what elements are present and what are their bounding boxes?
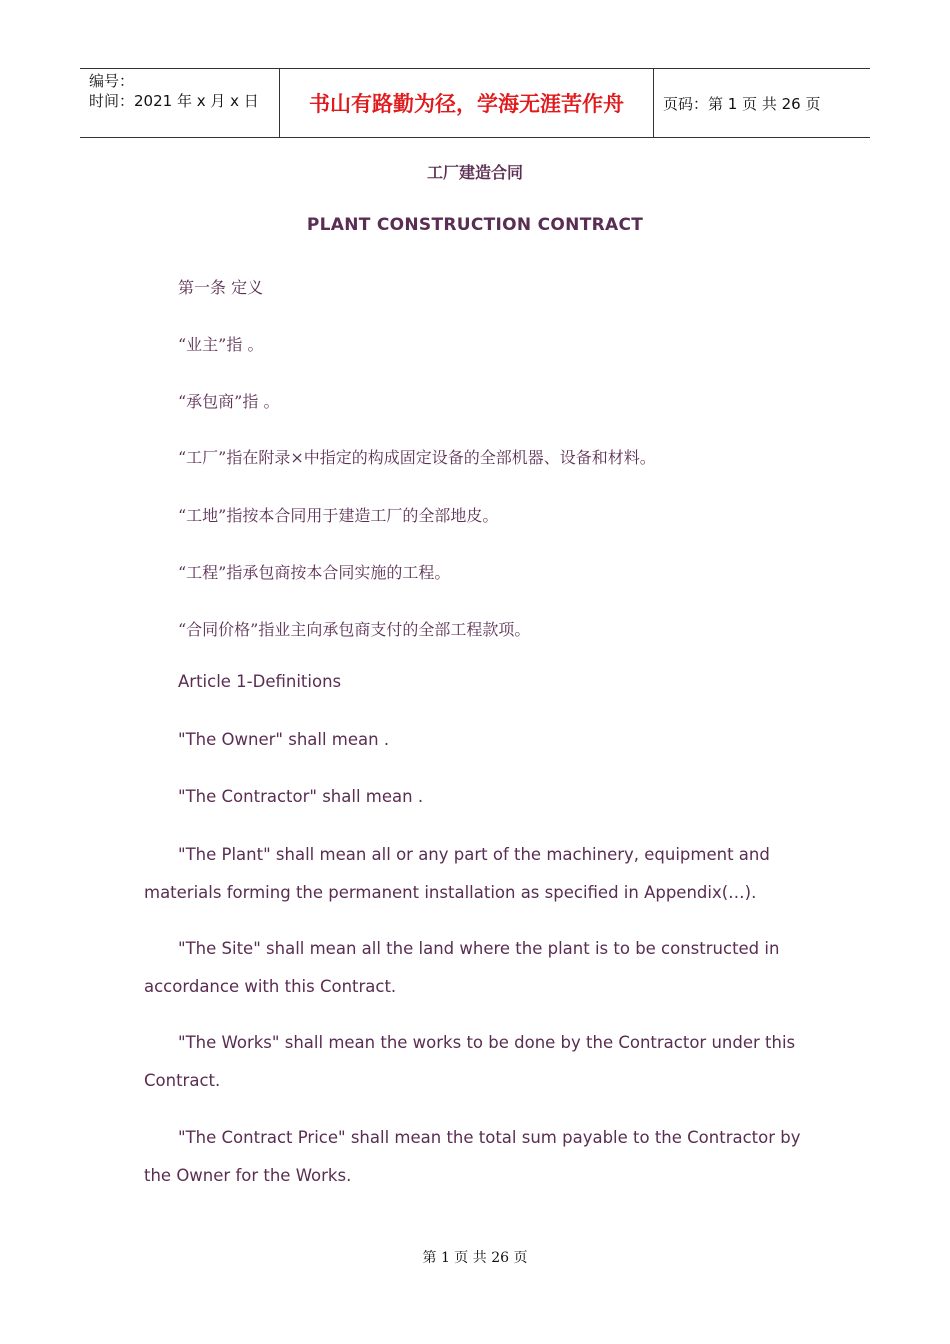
definition-works-en: "The Works" shall mean the works to be done by the Contractor under this Contract. [144,1033,796,1090]
header-motto: 书山有路勤为径，学海无涯苦作舟 [280,69,654,137]
definition-site-cn: “工地”指按本合同用于建造工厂的全部地皮。 [178,506,499,525]
title-chinese: 工厂建造合同 [426,163,523,182]
definition-price-cn: “合同价格”指业主向承包商支付的全部工程款项。 [178,620,531,639]
article-heading-en: Article 1-Definitions [178,672,342,691]
document-number-label: 编号： [89,72,135,90]
definition-works-cn: “工程”指承包商按本合同实施的工程。 [178,563,451,582]
page-footer: 第 1 页 共 26 页 [422,1250,528,1266]
document-date: 时间：2021 年 x 月 x 日 [89,92,259,110]
article-heading-cn: 第一条 定义 [178,278,264,297]
header-meta [80,69,280,137]
header-page-info: 页码：第 1 页 共 26 页 [663,94,821,113]
definition-owner-en: "The Owner" shall mean . [178,730,390,749]
definition-contractor-en: "The Contractor" shall mean . [178,787,424,806]
title-english: PLANT CONSTRUCTION CONTRACT [306,215,644,235]
definition-plant-cn: “工厂”指在附录×中指定的构成固定设备的全部机器、设备和材料。 [178,448,656,467]
definition-owner-cn: “业主”指 。 [178,335,264,354]
definition-plant-en: "The Plant" shall mean all or any part of the machinery, equipment and materials forming the permanent installation as specified in Appendix(…). [144,845,770,902]
definition-price-en: "The Contract Price" shall mean the total sum payable to the Contractor by the Owner for the Works. [144,1128,801,1185]
definition-site-en: "The Site" shall mean all the land where the plant is to be constructed in accordance with this Contract. [144,939,780,996]
page-header [80,68,870,138]
definition-contractor-cn: “承包商”指 。 [178,392,280,411]
